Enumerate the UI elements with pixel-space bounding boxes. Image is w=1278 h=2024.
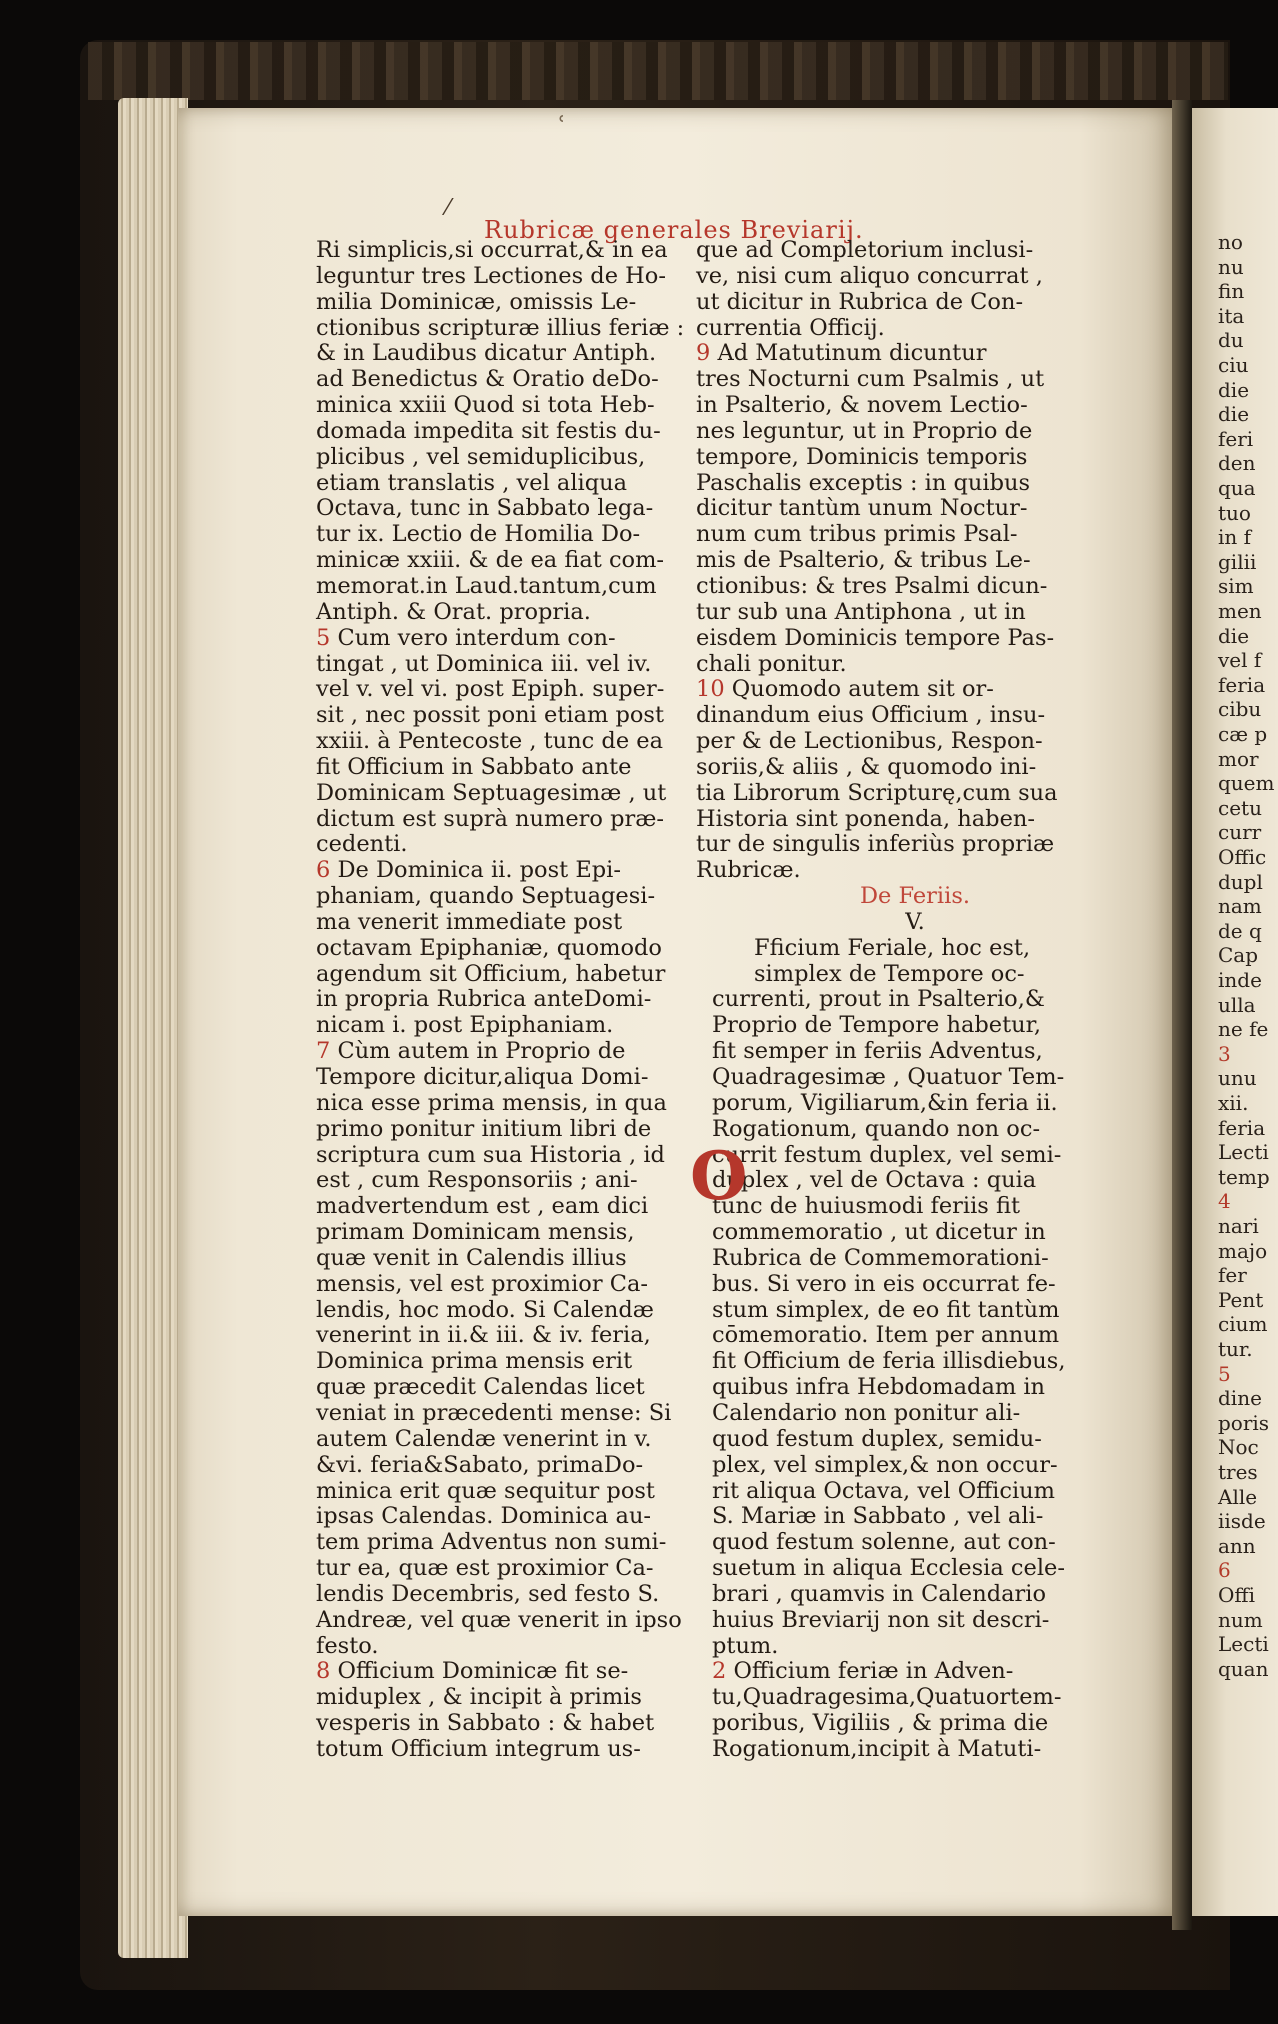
section-title: De Feriis.: [859, 883, 971, 910]
facing-fragment: fin: [1218, 279, 1245, 304]
ink-tick: ⁄: [446, 196, 450, 221]
text-line: porum, Vigiliarum,&in feria ii.: [712, 1089, 1058, 1116]
text-line: quod festum solenne, aut con-: [712, 1529, 1056, 1556]
book-gutter: [1172, 100, 1192, 1930]
text-line: tur ea, quæ est proximior Ca-: [316, 1555, 654, 1582]
text-line: festo.: [316, 1632, 379, 1659]
text-line: currit festum duplex, vel semi-: [712, 1141, 1062, 1168]
facing-fragment: die: [1218, 377, 1250, 402]
text-line: ptum.: [712, 1632, 779, 1659]
text-line: 8 Officium Dominicæ fit se-: [316, 1658, 629, 1685]
text-line: dictum est suprà numero præ-: [316, 805, 665, 832]
text-line: simplex de Tempore oc-: [754, 960, 1025, 987]
text-line: sit , nec possit poni etiam post: [316, 702, 665, 729]
facing-fragment: unu: [1218, 1066, 1257, 1091]
facing-fragment: num: [1218, 1607, 1263, 1632]
text-line: ctionibus: & tres Psalmi dicun-: [696, 572, 1048, 599]
text-line: minica erit quæ sequitur post: [316, 1477, 655, 1504]
facing-fragment: ulla: [1218, 992, 1256, 1017]
facing-fragment: Noc: [1218, 1435, 1259, 1460]
text-line: tur ix. Lectio de Homilia Do-: [316, 521, 641, 548]
facing-fragment: temp: [1218, 1164, 1270, 1189]
text-line: octavam Epiphaniæ, quomodo: [316, 934, 662, 961]
facing-fragment: Cap: [1218, 943, 1259, 968]
text-line: in Psalterio, & novem Lectio-: [696, 392, 1028, 419]
facing-fragment: gilii: [1218, 549, 1257, 574]
facing-fragment: die: [1218, 402, 1250, 427]
text-line: Octava, tunc in Sabbato lega-: [316, 495, 654, 522]
text-line: Ri simplicis,si occurrat,& in ea: [316, 237, 668, 263]
text-line: mis de Psalterio, & tribus Le-: [696, 547, 1031, 574]
facing-fragment: men: [1218, 599, 1262, 623]
facing-fragment: dine: [1218, 1386, 1262, 1411]
text-line: chali ponitur.: [696, 650, 847, 677]
text-line: ad Benedictus & Oratio deDo-: [316, 366, 659, 393]
facing-fragment: dupl: [1218, 869, 1263, 894]
text-line: minica xxiii Quod si tota Heb-: [316, 392, 655, 419]
text-line: suetum in aliqua Ecclesia cele-: [712, 1555, 1065, 1582]
facing-fragment: ne fe: [1218, 1017, 1269, 1042]
facing-fragment: den: [1218, 451, 1256, 476]
text-line: bus. Si vero in eis occurrat fe-: [712, 1270, 1056, 1297]
text-line: ma venerit immediate post: [316, 908, 623, 935]
text-line: Antiph. & Orat. propria.: [316, 598, 591, 625]
text-line: autem Calendæ venerint in v.: [316, 1425, 652, 1452]
text-line: veniat in præcedenti mense: Si: [316, 1399, 672, 1426]
text-line: quæ venit in Calendis illius: [316, 1244, 627, 1271]
text-line: leguntur tres Lectiones de Ho-: [316, 262, 666, 289]
facing-fragment: vel f: [1218, 648, 1262, 673]
text-line: Rogationum, quando non oc-: [712, 1115, 1041, 1142]
facing-fragment: die: [1218, 623, 1250, 648]
text-line: dinandum eius Officium , insu-: [696, 702, 1046, 729]
text-line: 9 Ad Matutinum dicuntur: [696, 340, 987, 367]
text-line: rit aliqua Octava, vel Officium: [712, 1477, 1055, 1504]
text-line: fit semper in feriis Adventus,: [712, 1038, 1043, 1065]
text-line: Rubricæ.: [696, 857, 801, 884]
text-line: memorat.in Laud.tantum,cum: [316, 572, 657, 599]
facing-fragment: sim: [1218, 574, 1254, 599]
text-line: tem prima Adventus non sumi-: [316, 1529, 667, 1556]
text-line: madvertendum est , eam dici: [316, 1193, 649, 1220]
text-line: Andreæ, vel quæ venerit in ipso: [316, 1606, 682, 1633]
facing-fragment: 5: [1218, 1361, 1231, 1386]
text-line: 10 Quomodo autem sit or-: [696, 676, 994, 703]
facing-fragment: quem: [1218, 771, 1275, 796]
facing-fragment: cæ p: [1218, 722, 1268, 746]
facing-fragment: poris: [1218, 1410, 1270, 1435]
facing-fragment: feria: [1218, 672, 1266, 697]
text-line: tunc de huiusmodi feriis fit: [712, 1193, 1021, 1220]
text-line: in propria Rubrica anteDomi-: [316, 986, 652, 1013]
text-line: currenti, prout in Psalterio,&: [712, 986, 1045, 1013]
text-line: lendis, hoc modo. Si Calendæ: [316, 1296, 654, 1323]
text-line: tia Librorum Scripturę,cum sua: [696, 779, 1058, 806]
text-line: Rogationum,incipit à Matuti-: [712, 1735, 1042, 1762]
text-line: per & de Lectionibus, Respon-: [696, 728, 1043, 755]
text-line: quibus infra Hebdomadam in: [712, 1374, 1046, 1401]
text-line: primam Dominicam mensis,: [316, 1219, 635, 1246]
facing-fragment: Alle: [1218, 1484, 1258, 1509]
text-line: poribus, Vigiliis , & prima die: [712, 1710, 1049, 1737]
facing-fragment: 6: [1218, 1558, 1231, 1583]
text-line: scriptura cum sua Historia , id: [316, 1141, 665, 1168]
facing-fragment: 3: [1218, 1041, 1231, 1066]
text-line: Calendario non ponitur ali-: [712, 1399, 1021, 1426]
text-line: Proprio de Tempore habetur,: [712, 1012, 1042, 1039]
section-number: V.: [905, 908, 925, 935]
facing-fragment: 4: [1218, 1189, 1231, 1214]
text-line: tur de singulis inferiùs propriæ: [696, 831, 1055, 858]
text-line: que ad Completorium inclusi-: [696, 237, 1034, 263]
text-line: ut dicitur in Rubrica de Con-: [696, 288, 1024, 315]
facing-fragment: Offi: [1218, 1583, 1256, 1607]
text-line: phaniam, quando Septuagesi-: [316, 883, 656, 910]
text-line: ipsas Calendas. Dominica au-: [316, 1503, 652, 1530]
text-line: Historia sint ponenda, haben-: [696, 805, 1035, 832]
text-line: soriis,& aliis , & quomodo ini-: [696, 753, 1037, 780]
text-line: stum simplex, de eo fit tantùm: [712, 1296, 1060, 1323]
text-line: plex, vel simplex,& non occur-: [712, 1451, 1058, 1478]
facing-fragment: iisde: [1218, 1509, 1266, 1534]
text-line: quod festum duplex, semidu-: [712, 1425, 1042, 1452]
facing-fragment: inde: [1218, 968, 1262, 992]
running-title: Rubricæ generales Breviarij.: [484, 216, 864, 244]
facing-fragment: Offic: [1218, 845, 1267, 869]
facing-fragment: mor: [1218, 746, 1259, 771]
text-line: Quadragesimæ , Quatuor Tem-: [712, 1064, 1065, 1090]
cover-tooling: [88, 42, 1228, 100]
text-line: etiam translatis , vel aliqua: [316, 469, 628, 496]
text-line: 7 Cùm autem in Proprio de: [316, 1038, 626, 1065]
facing-fragment: fer: [1218, 1263, 1247, 1288]
facing-fragment: ciu: [1218, 353, 1249, 377]
text-line: currentia Officij.: [696, 314, 885, 341]
facing-fragment: cium: [1218, 1312, 1268, 1337]
text-line: lendis Decembris, sed festo S.: [316, 1580, 660, 1607]
text-line: 2 Officium feriæ in Adven-: [712, 1658, 1014, 1685]
facing-fragment: curr: [1218, 820, 1262, 845]
text-line: num cum tribus primis Psal-: [696, 521, 1018, 548]
ink-mark: ʿ: [558, 112, 566, 142]
text-line: huius Breviarij non sit descri-: [712, 1606, 1050, 1633]
facing-fragment: nu: [1218, 254, 1244, 279]
text-line: commemoratio , ut dicetur in: [712, 1219, 1046, 1246]
facing-fragment: cetu: [1218, 795, 1262, 820]
text-line: xxiii. à Pentecoste , tunc de ea: [316, 728, 664, 755]
text-line: fit Officium in Sabbato ante: [316, 753, 632, 780]
text-line: est , cum Responsoriis ; ani-: [316, 1167, 638, 1194]
text-line: brari , quamvis in Calendario: [712, 1580, 1047, 1607]
facing-fragment: ita: [1218, 303, 1245, 328]
text-line: eisdem Dominicis tempore Pas-: [696, 624, 1055, 651]
text-line: vesperis in Sabbato : & habet: [316, 1710, 655, 1737]
text-line: totum Officium integrum us-: [316, 1735, 641, 1762]
facing-fragment: Pent: [1218, 1287, 1264, 1312]
text-line: cōmemoratio. Item per annum: [712, 1322, 1060, 1349]
text-line: nicam i. post Epiphaniam.: [316, 1012, 614, 1039]
text-line: tres Nocturni cum Psalmis , ut: [696, 366, 1045, 393]
text-line: fit Officium de feria illisdiebus,: [712, 1348, 1066, 1375]
text-line: tur sub una Antiphona , ut in: [696, 598, 1026, 625]
text-line: dicitur tantùm unum Noctur-: [696, 495, 1028, 522]
text-line: agendum sit Officium, habetur: [316, 960, 666, 987]
facing-fragment: no: [1218, 230, 1243, 254]
facing-fragment: feri: [1218, 426, 1254, 451]
facing-fragment: cibu: [1218, 697, 1262, 722]
text-line: Dominica prima mensis erit: [316, 1348, 633, 1375]
text-line: 5 Cum vero interdum con-: [316, 624, 616, 651]
text-line: vel v. vel vi. post Epiph. super-: [316, 676, 665, 703]
text-line: minicæ xxiii. & de ea fiat com-: [316, 547, 665, 574]
text-line: nica esse prima mensis, in qua: [316, 1089, 667, 1116]
text-line: quæ præcedit Calendas licet: [316, 1374, 645, 1401]
facing-fragment: majo: [1218, 1238, 1268, 1263]
text-line: S. Mariæ in Sabbato , vel ali-: [712, 1503, 1044, 1530]
text-line: cedenti.: [316, 831, 408, 858]
facing-fragment: ann: [1218, 1533, 1256, 1558]
facing-fragment: qua: [1218, 476, 1256, 500]
facing-fragment: in f: [1218, 525, 1252, 550]
left-column: [316, 238, 696, 1763]
text-line: Paschalis exceptis : in quibus: [696, 469, 1031, 496]
facing-fragment: quan: [1218, 1656, 1269, 1681]
text-line: primo ponitur initium libri de: [316, 1115, 652, 1142]
text-line: plicibus , vel semiduplicibus,: [316, 443, 646, 470]
facing-page: [1192, 108, 1278, 1916]
facing-fragment: Lecti: [1218, 1140, 1269, 1165]
text-line: Rubrica de Commemorationi-: [712, 1244, 1049, 1271]
text-line: domada impedita sit festis du-: [316, 417, 661, 444]
text-line: tempore, Dominicis temporis: [696, 443, 1028, 470]
text-line: tu,Quadragesima,Quatuortem-: [712, 1684, 1062, 1711]
text-line: milia Dominicæ, omissis Le-: [316, 288, 637, 315]
facing-fragment: Lecti: [1218, 1632, 1269, 1657]
facing-fragment: feria: [1218, 1115, 1266, 1140]
right-column: [690, 237, 1094, 1763]
facing-fragment: xii.: [1218, 1091, 1249, 1115]
drop-cap: O: [690, 1137, 748, 1215]
facing-fragment: de q: [1218, 918, 1262, 943]
text-line: ve, nisi cum aliquo concurrat ,: [696, 262, 1043, 289]
facing-fragment: tres: [1218, 1460, 1258, 1484]
text-line: ctionibus scripturæ illius feriæ :: [316, 314, 685, 341]
facing-fragment: nari: [1218, 1214, 1259, 1238]
text-line: miduplex , & incipit à primis: [316, 1684, 642, 1711]
text-line: Fficium Feriale, hoc est,: [754, 934, 1031, 961]
text-line: & in Laudibus dicatur Antiph.: [316, 340, 657, 367]
text-line: tingat , ut Dominica iii. vel iv.: [316, 650, 652, 677]
text-line: 6 De Dominica ii. post Epi-: [316, 857, 621, 884]
text-line: &vi. feria&Sabato, primaDo-: [316, 1451, 644, 1478]
text-line: Tempore dicitur,aliqua Domi-: [316, 1064, 649, 1090]
text-line: nes leguntur, ut in Proprio de: [696, 417, 1033, 444]
text-line: venerint in ii.& iii. & iv. feria,: [316, 1322, 651, 1349]
text-line: mensis, vel est proximior Ca-: [316, 1270, 648, 1297]
text-line: Dominicam Septuagesimæ , ut: [316, 779, 667, 806]
facing-fragment: nam: [1218, 894, 1262, 919]
text-line: duplex , vel de Octava : quia: [712, 1167, 1037, 1194]
facing-fragment: tur.: [1218, 1337, 1253, 1361]
facing-fragment: tuo: [1218, 500, 1251, 525]
facing-fragment: du: [1218, 328, 1244, 353]
